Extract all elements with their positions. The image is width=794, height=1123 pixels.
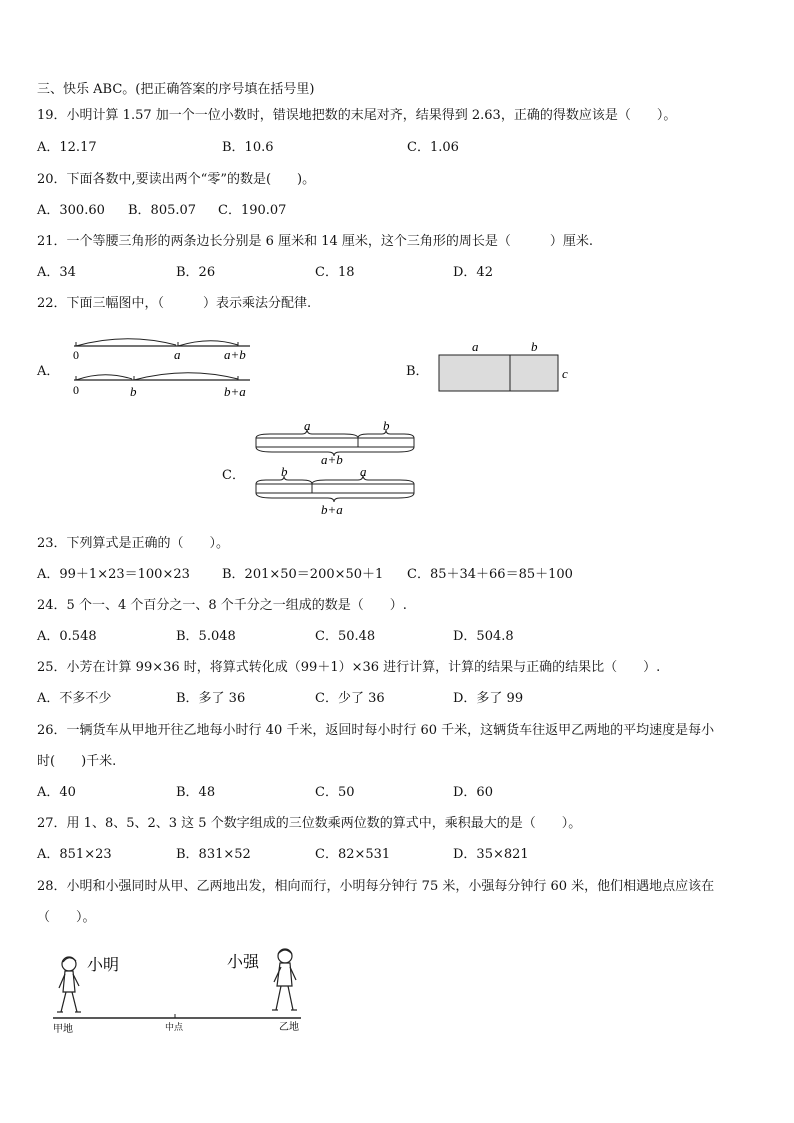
question-25-option-d[interactable]: D．多了 99 — [453, 691, 524, 706]
question-21-option-c[interactable]: C．18 — [315, 265, 355, 280]
label-midpoint: 中点 — [165, 1022, 184, 1032]
figure-a-number-lines — [60, 328, 270, 403]
fig-c-top-label-a: a — [304, 420, 311, 433]
question-26-stem: 26．一辆货车从甲地开往乙地每小时行 40 千米，返回时每小时行 60 千米，这辆货车往返甲乙两地的平均速度是每小 — [37, 723, 715, 738]
question-28-stem: 28．小明和小强同时从甲、乙两地出发，相向而行，小明每分钟行 75 米，小强每分钟行 60 米，他们相遇地点应该在 — [37, 879, 715, 894]
section-title: 三、快乐 ABC。(把正确答案的序号填在括号里) — [37, 82, 315, 97]
figure-28-walkers — [45, 940, 315, 1040]
question-26-option-d[interactable]: D．60 — [453, 785, 493, 800]
label-yi-place: 乙地 — [279, 1022, 299, 1033]
figure-b-rectangle — [430, 338, 580, 398]
question-21-stem: 21．一个等腰三角形的两条边长分别是 6 厘米和 14 厘米，这个三角形的周长是（ ）厘米. — [37, 234, 594, 249]
question-27-option-d[interactable]: D．35×821 — [453, 847, 529, 862]
fig-a-zero-top: 0 — [73, 348, 79, 362]
question-20-option-c[interactable]: C．190.07 — [218, 203, 287, 218]
fig-c-top-label-b: b — [383, 420, 390, 433]
fig-c-label-a-plus-b: a+b — [321, 452, 343, 467]
fig-b-label-c: c — [562, 366, 568, 381]
question-26-option-a[interactable]: A．40 — [37, 785, 76, 800]
fig-a-label-b: b — [130, 384, 137, 399]
question-19-stem: 19．小明计算 1.57 加一个一位小数时，错误地把数的末尾对齐，结果得到 2.63，正确的得数应该是（ ）。 — [37, 108, 677, 123]
question-23-option-b[interactable]: B．201×50＝200×50＋1 — [222, 567, 384, 582]
question-24-option-b[interactable]: B．5.048 — [176, 629, 236, 644]
question-26-option-b[interactable]: B．48 — [176, 785, 216, 800]
question-19-option-c[interactable]: C．1.06 — [407, 140, 459, 155]
question-21-option-a[interactable]: A．34 — [37, 265, 76, 280]
question-19-option-b[interactable]: B．10.6 — [222, 140, 274, 155]
label-jia-place: 甲地 — [53, 1024, 73, 1035]
question-26-option-c[interactable]: C．50 — [315, 785, 355, 800]
xiaoqiang-person-icon — [272, 949, 297, 1010]
question-23-option-c[interactable]: C．85＋34＋66＝85＋100 — [407, 567, 573, 582]
question-26-stem-continued: 时( )千米. — [37, 754, 117, 769]
xiaoming-person-icon — [57, 957, 81, 1012]
question-22-stem: 22．下面三幅图中，（ ）表示乘法分配律. — [37, 296, 312, 311]
question-20-stem: 20．下面各数中,要读出两个“零”的数是( )。 — [37, 172, 316, 187]
question-27-option-c[interactable]: C．82×531 — [315, 847, 391, 862]
fig-b-label-b: b — [531, 339, 538, 354]
question-21-option-b[interactable]: B．26 — [176, 265, 216, 280]
question-25-option-a[interactable]: A．不多不少 — [37, 691, 112, 706]
question-28-stem-continued: （ ）。 — [37, 910, 96, 925]
question-22-option-b[interactable]: B． — [406, 364, 429, 379]
question-22-option-a[interactable]: A． — [37, 364, 60, 379]
question-19-option-a[interactable]: A．12.17 — [37, 140, 97, 155]
label-xiaoming: 小明 — [87, 957, 120, 974]
fig-c-bottom-label-a: a — [360, 464, 367, 479]
question-25-option-c[interactable]: C．少了 36 — [315, 691, 385, 706]
question-22-option-c[interactable]: C． — [222, 468, 245, 483]
question-27-option-a[interactable]: A．851×23 — [37, 847, 112, 862]
question-24-stem: 24．5 个一、4 个百分之一、8 个千分之一组成的数是（ ）. — [37, 598, 407, 613]
fig-b-label-a: a — [472, 339, 479, 354]
fig-a-label-a: a — [174, 347, 181, 362]
fig-c-label-b-plus-a: b+a — [321, 502, 343, 517]
question-23-stem: 23．下列算式是正确的（ ）。 — [37, 536, 230, 551]
question-20-option-a[interactable]: A．300.60 — [37, 203, 105, 218]
fig-a-label-b-plus-a: b+a — [224, 384, 246, 399]
question-23-option-a[interactable]: A．99＋1×23＝100×23 — [37, 567, 190, 582]
question-24-option-a[interactable]: A．0.548 — [37, 629, 97, 644]
figure-c-bars — [250, 420, 425, 520]
question-24-option-d[interactable]: D．504.8 — [453, 629, 514, 644]
question-25-option-b[interactable]: B．多了 36 — [176, 691, 246, 706]
question-20-option-b[interactable]: B．805.07 — [128, 203, 197, 218]
question-25-stem: 25．小芳在计算 99×36 时，将算式转化成（99＋1）×36 进行计算，计算的结果与正确的结果比（ ）. — [37, 660, 661, 675]
fig-a-label-a-plus-b: a+b — [224, 347, 246, 362]
label-xiaoqiang: 小强 — [227, 954, 260, 971]
fig-c-bottom-label-b: b — [281, 464, 288, 479]
question-27-option-b[interactable]: B．831×52 — [176, 847, 251, 862]
fig-a-zero-bottom: 0 — [73, 383, 79, 397]
question-24-option-c[interactable]: C．50.48 — [315, 629, 376, 644]
question-21-option-d[interactable]: D．42 — [453, 265, 493, 280]
question-27-stem: 27．用 1、8、5、2、3 这 5 个数字组成的三位数乘两位数的算式中，乘积最大的是（ ）。 — [37, 816, 582, 831]
